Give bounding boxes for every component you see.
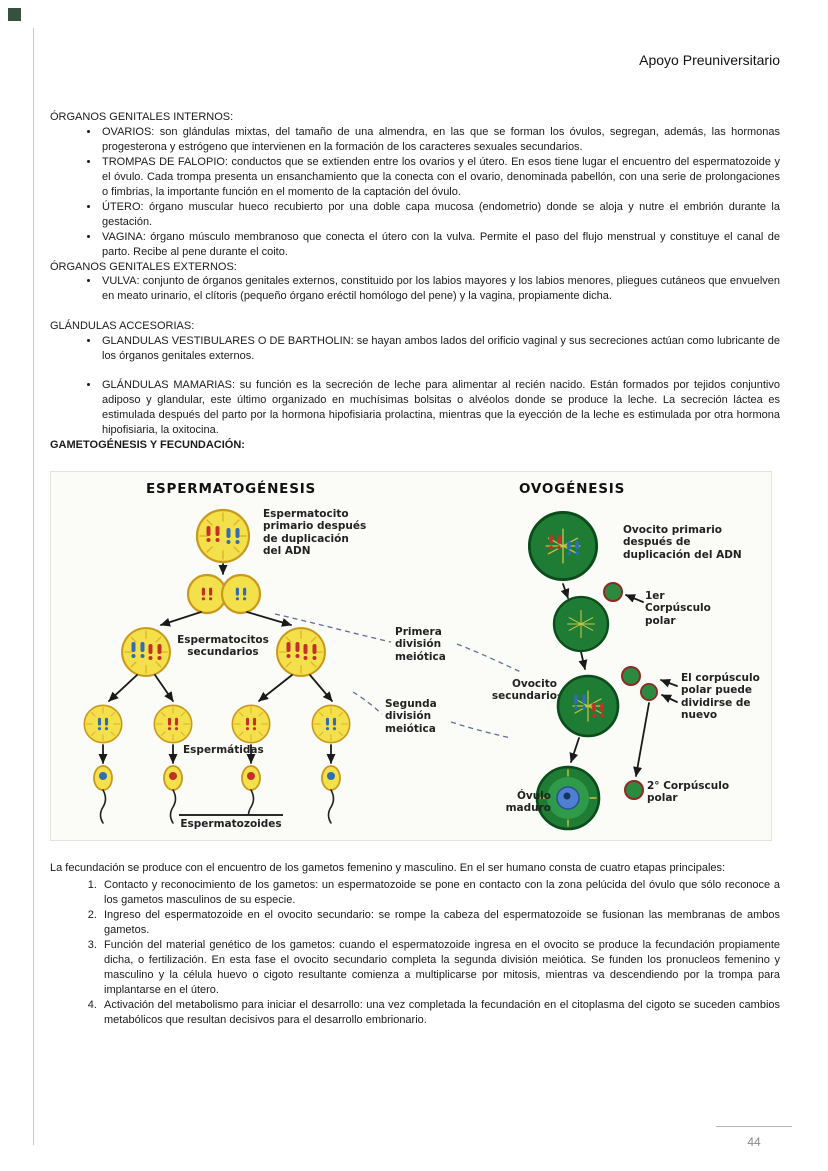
label-corpusculo-divide: El corpúsculo polar puede dividirse de nuevo <box>681 672 760 722</box>
label-espermatidas: Espermátidas <box>183 744 264 757</box>
document-content <box>50 110 780 1028</box>
bullet-utero: • ÚTERO: órgano muscular hueco recubierto por una doble capa mucosa (endometrio) donde se aloja y nutre el embrión durante la gestación. <box>100 200 780 230</box>
label-segunda-division: Segunda división meiótica <box>385 698 437 735</box>
label-primera-division: Primera división meiótica <box>395 626 446 663</box>
fecundacion-steps <box>50 878 780 1028</box>
bullet-ovarios: • OVARIOS: son glándulas mixtas, del tamaño de una almendra, en las que se forman los óvulos, segregan, además, las hormonas progesterona y estrógeno que intervienen en la formación de los caracteres sexuales secundarios. <box>100 125 780 155</box>
bullet-trompas: • TROMPAS DE FALOPIO: conductos que se extienden entre los ovarios y el útero. En esos tiene lugar el encuentro del espermatozoide y el óvulo. Cada trompa presenta un ensanchamiento que la conecta con el ovario, denominada pabellón, con una serie de prolongaciones o fimbrias, la importante función en el momento de la captación del óvulo. <box>100 155 780 200</box>
label-espermatocitos-secundarios: Espermatocitos secundarios <box>177 634 269 659</box>
bullet-bartholin: • GLANDULAS VESTIBULARES O DE BARTHOLIN: se hayan ambos lados del orificio vaginal y sus secreciones actúan como lubricante de los órganos genitales externos. <box>100 334 780 364</box>
bullet-vulva: • VULVA: conjunto de órganos genitales externos, constituido por los labios mayores y los labios menores, pliegues cutáneos que envuelven en meato urinario, el clítoris (pequeño órgano eréctil homólogo del pene) y la vagina, propiamente dicha. <box>100 274 780 304</box>
step-1: 1. Contacto y reconocimiento de los gametos: un espermatozoide se pone en contacto con la zona pelúcida del óvulo que sólo reconoce a los gametos masculinos de su especie. <box>100 878 780 908</box>
label-espermatozoides: Espermatozoides <box>179 814 283 830</box>
section-heading-externos: ÓRGANOS GENITALES EXTERNOS: <box>50 260 237 273</box>
bullet-list-externos <box>50 274 780 304</box>
step-3: 3. Función del material genético de los gametos: cuando el espermatozoide ingresa en el ovocito se produce la fecundación propiamente dicha, o fertilización. En esta fase el ovocito secundario completa la segunda división meiótica. Se funden los pronucleos femenino y masculino y la célula huevo o cigoto resultante comienza a multiplicarse por mitosis, mientras va descendiendo por la trompa para implantarse en el útero. <box>100 938 780 998</box>
page-border-line <box>33 28 34 1145</box>
fecundacion-intro: La fecundación se produce con el encuentro de los gametos femenino y masculino. En el ser humano consta de cuatro etapas principales: <box>50 862 726 875</box>
bullet-vagina: • VAGINA: órgano músculo membranoso que conecta el útero con la vulva. Permite el paso del flujo menstrual y constituye el canal de parto. Recibe al pene durante el coito. <box>100 230 780 260</box>
header-title: Apoyo Preuniversitario <box>639 52 780 68</box>
step-2: 2. Ingreso del espermatozoide en el ovocito secundario: se rompe la cabeza del espermatozoide se fusionan las membranas de ambos gametos. <box>100 908 780 938</box>
bullet-mamarias: • GLÁNDULAS MAMARIAS: su función es la secreción de leche para alimentar al recién nacido. Están formados por tejidos conjuntivo adiposo y glandular, este último organizado en muchísimas bolsitas o alvéolos donde se produce la leche. La secreción láctea es estimulada después del parto por la hormona hipofisiaria prolactina, mientras que la eyección de la leche es estimulada por otra hormona hipofisiaria, la oxitocina. <box>100 378 780 438</box>
label-segundo-corpusculo: 2° Corpúsculo polar <box>647 780 730 805</box>
footer-rule <box>716 1126 792 1127</box>
section-heading-internos: ÓRGANOS GENITALES INTERNOS: <box>50 111 234 123</box>
label-ovocito-primario: Ovocito primario después de duplicación del ADN <box>623 524 742 561</box>
step-4: 4. Activación del metabolismo para iniciar el desarrollo: una vez completada la fecundación en el citoplasma del cigoto se suceden cambios metabólicos que resultan decisivos para el desarrollo embrionario. <box>100 998 780 1028</box>
bullet-list-glandulas <box>50 334 780 438</box>
page-number: 44 <box>747 1135 761 1149</box>
gametogenesis-figure <box>50 471 772 841</box>
label-espermatogenesis-title: ESPERMATOGÉNESIS <box>146 481 317 498</box>
corner-accent <box>8 8 21 21</box>
label-ovogenesis-title: OVOGÉNESIS <box>519 481 626 498</box>
label-ovocito-secundario: Ovocito secundario <box>491 678 557 703</box>
label-primer-corpusculo: 1er Corpúsculo polar <box>645 590 711 627</box>
label-ovulo-maduro: Óvulo maduro <box>505 790 551 815</box>
label-espermatocito-primario: Espermatocito primario después de duplicación del ADN <box>263 508 367 558</box>
bullet-list-internos <box>50 125 780 260</box>
gametogenesis-heading: GAMETOGÉNESIS Y FECUNDACIÓN: <box>50 439 245 452</box>
section-heading-glandulas: GLÁNDULAS ACCESORIAS: <box>50 320 195 333</box>
